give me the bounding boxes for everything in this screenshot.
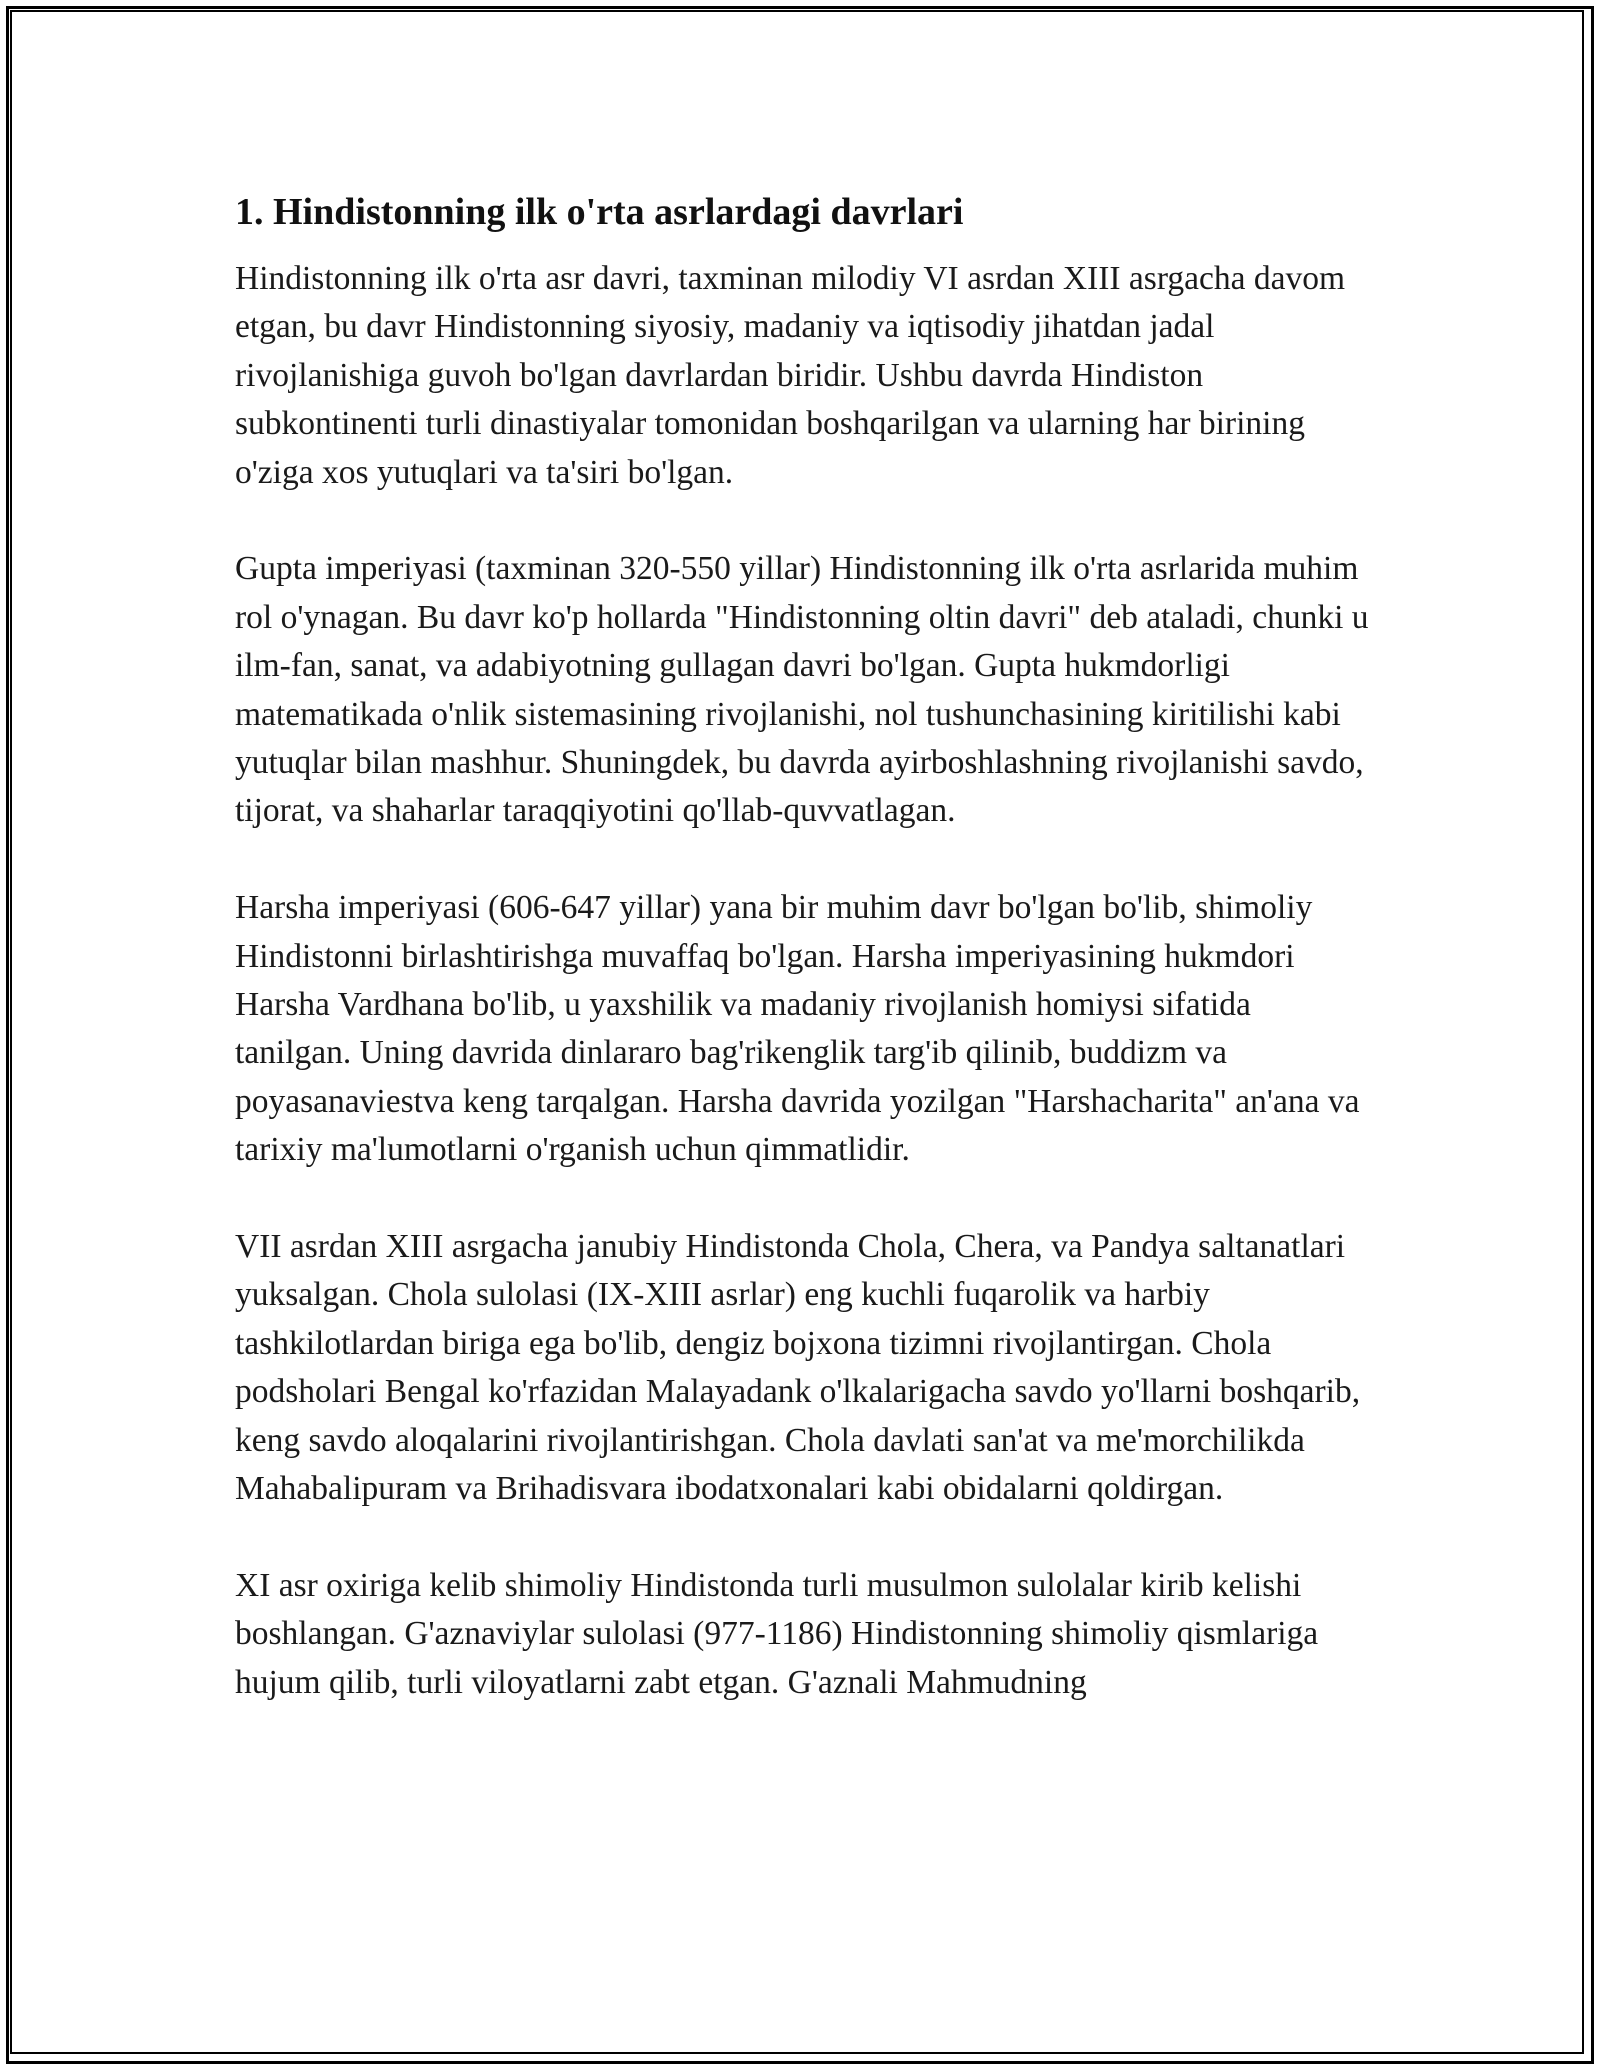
paragraph-intro: Hindistonning ilk o'rta asr davri, taxminan milodiy VI asrdan XIII asrgacha davom etgan, bu davr Hindistonning siyosiy, madaniy va iqtisodiy jihatdan jadal rivojlanishiga guvoh bo'lgan davrlardan biridir. Ushbu davrda Hindiston subkontinenti turli dinastiyalar tomonidan boshqarilgan va ularning har birining o'ziga xos yutuqlari va ta'siri bo'lgan. (235, 260, 1346, 491)
paragraph-harsha: Harsha imperiyasi (606-647 yillar) yana bir muhim davr bo'lgan bo'lib, shimoliy Hindistonni birlashtirishga muvaffaq bo'lgan. Harsha imperiyasining hukmdori Harsha Vardhana bo'lib, u yaxshilik va madaniy rivojlanish homiysi sifatida tanilgan. Uning davrida dinlararo bag'rikenglik targ'ib qilinib, buddizm va poyasanaviestva keng tarqalgan. Harsha davrida yozilgan "Harshacharita" an'ana va tarixiy ma'lumotlarni o'rganish uchun qimmatlidir. (235, 889, 1360, 1169)
paragraph-ghaznavid: XI asr oxiriga kelib shimoliy Hindistonda turli musulmon sulolalar kirib kelishi boshlangan. G'aznaviylar sulolasi (977-1186) Hindistonning shimoliy qismlariga hujum qilib, turli viloyatlarni zabt etgan. G'aznali Mahmudning (235, 1566, 1319, 1701)
paragraph-gupta: Gupta imperiyasi (taxminan 320-550 yillar) Hindistonning ilk o'rta asrlarida muhim rol o'ynagan. Bu davr ko'p hollarda "Hindistonning oltin davri" deb ataladi, chunki u ilm-fan, sanat, va adabiyotning gullagan davri bo'lgan. Gupta hukmdorligi matematikada o'nlik sistemasining rivojlanishi, nol tushunchasining kiritilishi kabi yutuqlar bilan mashhur. Shuningdek, bu davrda ayirboshlashning rivojlanishi savdo, tijorat, va shaharlar taraqqiyotini qo'llab-quvvatlagan. (235, 550, 1369, 830)
paragraph-chola: VII asrdan XIII asrgacha janubiy Hindistonda Chola, Chera, va Pandya saltanatlari yuksalgan. Chola sulolasi (IX-XIII asrlar) eng kuchli fuqarolik va harbiy tashkilotlardan biriga ega bo'lib, dengiz bojxona tizimni rivojlantirgan. Chola podsholari Bengal ko'rfazidan Malayadank o'lkalarigacha savdo yo'llarni boshqarib, keng savdo aloqalarini rivojlantirishgan. Chola davlati san'at va me'morchilikda Mahabalipuram va Brihadisvara ibodatxonalari kabi obidalarni qoldirgan. (235, 1228, 1361, 1508)
section-heading: 1. Hindistonning ilk o'rta asrlardagi davrlari (235, 191, 964, 233)
document-body (235, 185, 1370, 1756)
